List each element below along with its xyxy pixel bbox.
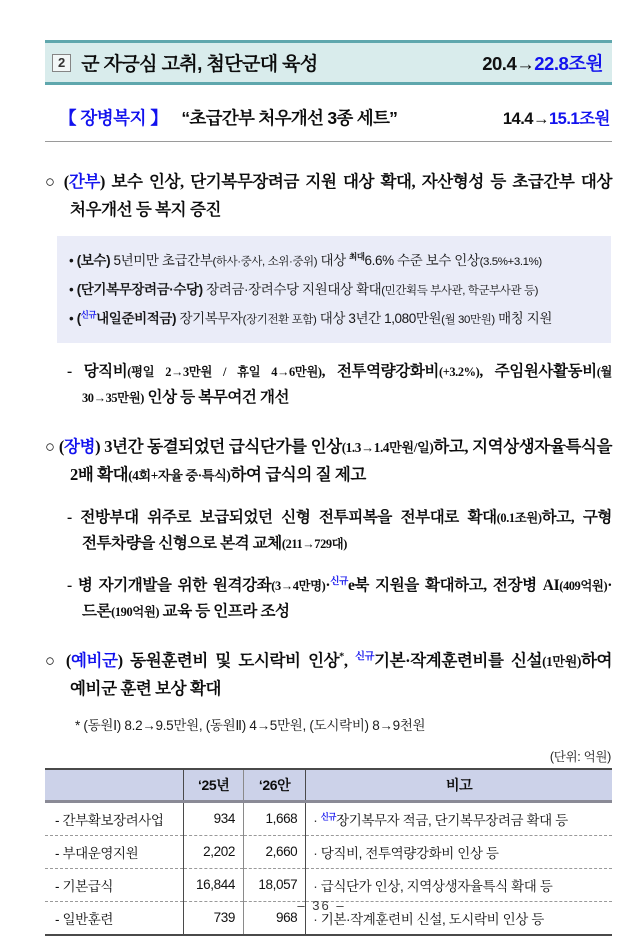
text-segment: 하여 예비군 훈련 보상 확대 — [70, 651, 613, 699]
text-segment: (+3.2%) — [438, 365, 480, 380]
page-number: – 36 – — [297, 898, 346, 913]
section-budget-amount — [482, 50, 603, 76]
budget-amount-from: 20.4 — [482, 52, 517, 74]
sub-paragraph — [67, 505, 612, 557]
text-segment: ○ ( — [45, 651, 71, 671]
table-row — [45, 801, 612, 835]
text-segment: 대상 3년간 1,080만원 — [316, 311, 442, 327]
budget-amount-from: 14.4 — [502, 110, 533, 128]
text-segment: ○ ( — [45, 437, 64, 457]
text-segment: 장려금·장려수당 지원대상 확대 — [202, 282, 382, 298]
box-bullet-item — [69, 246, 599, 275]
text-segment: • — [69, 311, 77, 327]
text-segment: (하사·중사, 소위·중위) — [212, 256, 318, 269]
text-segment: 장병 — [64, 437, 96, 457]
text-segment: (0.1조원) — [496, 511, 542, 526]
text-segment: 6.6% 수준 보수 인상 — [364, 253, 480, 269]
table-cell-y26: 968 — [243, 901, 305, 935]
subsection-header — [45, 99, 612, 142]
section-title: 군 자긍심 고취, 첨단군대 육성 — [81, 54, 318, 75]
table-cell-note: · 급식단가 인상, 지역상생자율특식 확대 등 — [306, 868, 612, 901]
table-cell-item: - 기본급식 — [45, 868, 184, 901]
subsection-category: 【 장병복지 】 — [59, 108, 168, 128]
text-segment: (1만원) — [542, 654, 581, 670]
text-segment: 하여 급식의 질 제고 — [230, 465, 366, 485]
sub-paragraph — [67, 573, 612, 625]
text-segment: - 당직비 — [67, 363, 128, 381]
text-segment: (190억원) — [111, 605, 160, 620]
subsection-title-group — [59, 105, 397, 130]
budget-table-body — [45, 801, 612, 935]
arrow-glyph: → — [516, 52, 535, 74]
text-segment: (평일 2→3만원 / 휴일 4→6만원) — [127, 365, 322, 380]
body-paragraph — [45, 433, 612, 489]
section-header — [45, 40, 612, 85]
text-segment: ○ ( — [45, 172, 69, 191]
table-cell-note: · $^{신규}$장기복무자 적금, 단기복무장려금 확대 등 — [313, 811, 568, 828]
table-cell-y26: 2,660 — [243, 835, 305, 868]
text-segment: (3.5%+3.1%) — [479, 256, 542, 269]
text-segment: 장기복무자 — [176, 311, 243, 327]
text-segment: , 전투역량강화비 — [321, 363, 439, 381]
text-segment: (장기전환 포함) — [242, 314, 317, 327]
table-cell-item: - 일반훈련 — [45, 901, 184, 935]
document-body — [45, 168, 612, 734]
table-header-row — [45, 769, 612, 802]
subsection-budget-amount — [503, 105, 610, 129]
text-segment: (보수) — [76, 253, 111, 269]
table-cell-y25: 2,202 — [184, 835, 244, 868]
text-segment: (211→729대) — [281, 537, 347, 552]
text-segment: (월 30만원) — [441, 314, 495, 327]
table-cell-note: · 당직비, 전투역량강화비 인상 등 — [306, 835, 612, 868]
text-segment: 하고, 구형 전투차량을 신형으로 본격 교체 — [82, 509, 612, 553]
text-segment: - 병 자기개발을 위한 원격강좌 — [67, 577, 272, 595]
note-bullet: · — [313, 845, 321, 861]
text-segment: (4회+자율 중·특식) — [128, 468, 231, 484]
budget-amount-to: 22.8조원 — [534, 52, 603, 74]
body-paragraph — [45, 647, 612, 703]
note-bullet: · — [313, 878, 321, 894]
text-segment: • — [69, 253, 77, 269]
table-cell-note: · 기본·작계훈련비 신설, 도시락비 인상 등 — [306, 901, 612, 935]
highlight-box — [57, 236, 611, 343]
text-segment: ) 3년간 동결되었던 급식단가를 인상 — [95, 437, 342, 457]
text-segment: ·드론 — [82, 577, 612, 621]
text-segment: , — [343, 651, 356, 671]
text-segment: (409억원) — [559, 579, 608, 594]
text-segment: (단기복무장려금·수당) — [76, 282, 203, 298]
body-paragraph — [45, 168, 612, 224]
text-segment: 인상 등 복무여건 개선 — [144, 389, 290, 407]
text-segment: e북 지원을 확대하고, 전장병 AI — [347, 577, 560, 595]
text-segment: 하고, 지역상생자율특식을 2배 확대 — [70, 437, 612, 485]
table-cell-item: - 부대운영지원 — [45, 835, 184, 868]
text-segment: · — [325, 577, 331, 595]
text-segment: 신규 — [330, 576, 348, 588]
table-cell-y25: 739 — [184, 901, 244, 935]
text-segment: 대상 — [317, 253, 350, 269]
text-segment: 매칭 지원 — [494, 311, 553, 327]
text-segment: 교육 등 인프라 조성 — [159, 603, 290, 621]
table-header-cell: ‘26안 — [243, 769, 305, 802]
text-segment: 신규 — [355, 651, 375, 663]
table-header-cell — [45, 769, 184, 802]
text-segment: • — [69, 282, 77, 298]
text-segment: - 전방부대 위주로 보급되었던 신형 전투피복을 전부대로 확대 — [67, 509, 497, 527]
text-segment: (월 30→35만원) — [82, 365, 612, 406]
text-segment: * — [339, 651, 344, 663]
text-segment: 5년미만 초급간부 — [110, 253, 213, 269]
table-row — [45, 835, 612, 868]
section-number-badge: 2 — [52, 54, 71, 72]
text-segment: 최대 — [349, 251, 365, 262]
footnote — [75, 714, 612, 734]
new-item-badge: 신규 — [320, 811, 337, 822]
text-segment: (3→4만명) — [271, 579, 326, 594]
text-segment: ) 동원훈련비 및 도시락비 인상 — [117, 651, 340, 671]
text-segment: , 주임원사활동비 — [479, 363, 597, 381]
text-segment: 예비군 — [70, 651, 118, 671]
text-segment: 내일준비적금) — [96, 311, 177, 327]
arrow-glyph: → — [533, 110, 549, 128]
table-header-cell: ‘25년 — [184, 769, 244, 802]
subsection-title: “초급간부 처우개선 3종 세트” — [181, 108, 398, 128]
text-segment: 신규 — [80, 309, 97, 320]
text-segment: ( — [76, 311, 81, 327]
section-header-title-group — [52, 49, 318, 76]
table-cell-item: - 간부확보장려사업 — [45, 801, 184, 835]
budget-table-head — [45, 769, 612, 802]
table-cell-y26: 1,668 — [243, 801, 305, 835]
text-segment: (1.3→1.4만원/일) — [341, 440, 434, 456]
note-bullet: · — [313, 812, 321, 828]
table-header-cell: 비고 — [306, 769, 612, 802]
text-segment: (민간획득 부사관, 학군부사관 등) — [381, 285, 539, 298]
box-bullet-item — [69, 275, 599, 304]
text-segment: 기본·작계훈련비를 신설 — [374, 651, 543, 671]
table-cell-y25: 934 — [184, 801, 244, 835]
text-segment: * (동원Ⅰ) 8.2→9.5만원, (동원Ⅱ) 4→5만원, (도시락비) 8→9천원 — [75, 717, 426, 733]
box-bullet-item — [69, 304, 599, 333]
text-segment: ) 보수 인상, 단기복무장려금 지원 대상 확대, 자산형성 등 초급간부 대상 처우개선 등 복지 증진 — [70, 172, 612, 220]
table-unit-label: (단위: 억원) — [549, 749, 611, 764]
table-cell-y26: 18,057 — [243, 868, 305, 901]
note-bullet: · — [313, 911, 321, 927]
budget-amount-to: 15.1조원 — [549, 110, 610, 128]
text-segment: 간부 — [68, 172, 100, 191]
table-cell-y25: 16,844 — [184, 868, 244, 901]
sub-paragraph — [67, 359, 612, 411]
table-row — [45, 868, 612, 901]
